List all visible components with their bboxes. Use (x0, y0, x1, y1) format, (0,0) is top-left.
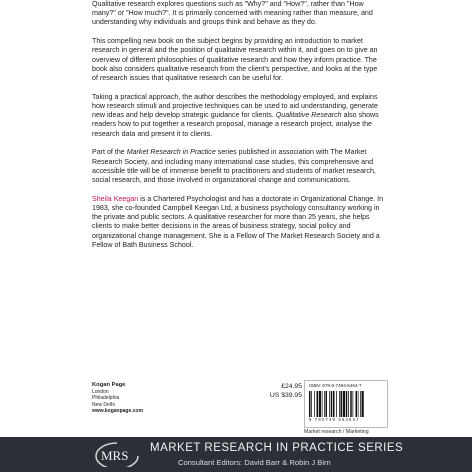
publisher-city-philadelphia: Philadelphia (92, 395, 120, 402)
series-editors: Consultant Editors: David Barr & Robin J Birn (178, 458, 331, 467)
mrs-logo-icon (94, 441, 140, 467)
author-bio (92, 195, 384, 250)
publisher-city-new-delhi: New Delhi (92, 401, 115, 408)
barcode-icon (309, 391, 383, 417)
publisher-url: www.koganpage.com (92, 408, 143, 415)
series-intro-text: Part of the (92, 148, 127, 157)
series-title: MARKET RESEARCH IN PRACTICE SERIES (150, 442, 404, 454)
blurb-paragraph-overview: This compelling new book on the subject begins by providing an introduction to market research in general and the position of qualitative research within it, and goes on to give an overview of different philosophies of qualitative research and how they inform practice. The book also considers qualitative research from the client's perspective, and looks at the type of research issues that qualitative research can be useful for. (92, 37, 378, 83)
book-title-inline: Qualitative Research (275, 111, 342, 120)
series-description-text: series published in association with The Market Research Society, and including many international case studies, this comprehensive and accessible title will be of immense benefit to practitioners and students of market research, social research, and those involved in organizational change and communications. (92, 148, 376, 185)
blurb-paragraph-intro: Qualitative research explores questions such as "Why?" and "How?", rather than "How many?" or "How much?". It is primarily concerned with meaning rather than measure, and understanding why individuals and groups think and behave as they do. (92, 0, 373, 27)
barcode-digits: 9 780749 454647 (309, 417, 360, 422)
price-usd: US $39.95 (269, 392, 302, 399)
blurb-text (92, 0, 384, 260)
isbn-label: ISBN: 978-0-7494-5464-7 (309, 383, 362, 388)
author-bio-text: is a Chartered Psychologist and has a doctorate in Organizational Change. In 1983, she co-founded Campbell Keegan Ltd, a business psychology consultancy working in the private and public sectors. A qualitative researcher for more than 25 years, she helps clients to make better decisions in the areas of business strategy, social policy and organizational change management. She is a Fellow of The Market Research Society and a Fellow of Bath Business School. (92, 194, 384, 249)
publisher-block (92, 382, 143, 415)
blurb-paragraph-approach (92, 93, 384, 139)
publisher-city-london: London (92, 388, 109, 395)
publisher-name: Kogan Page (92, 382, 126, 388)
author-name: Sheila Keegan (92, 194, 139, 203)
blurb-approach-rest: also shows readers how to put together a research proposal, manage a research project, analyse the research data and present it to clients. (92, 111, 379, 138)
barcode-box (304, 380, 388, 428)
category-label: Market research / Marketing (304, 429, 369, 435)
price-gbp: £24.95 (281, 383, 302, 390)
series-name-inline: Market Research in Practice (126, 148, 216, 157)
blurb-paragraph-series (92, 148, 384, 185)
svg-text:MRS: MRS (101, 448, 129, 463)
blurb-approach-text: Taking a practical approach, the author describes the methodology employed, and explains how research stimuli and projective techniques can be used to aid understanding, generate new ideas and help develop strategic guidance for clients. (92, 92, 378, 120)
price-block (256, 382, 302, 400)
